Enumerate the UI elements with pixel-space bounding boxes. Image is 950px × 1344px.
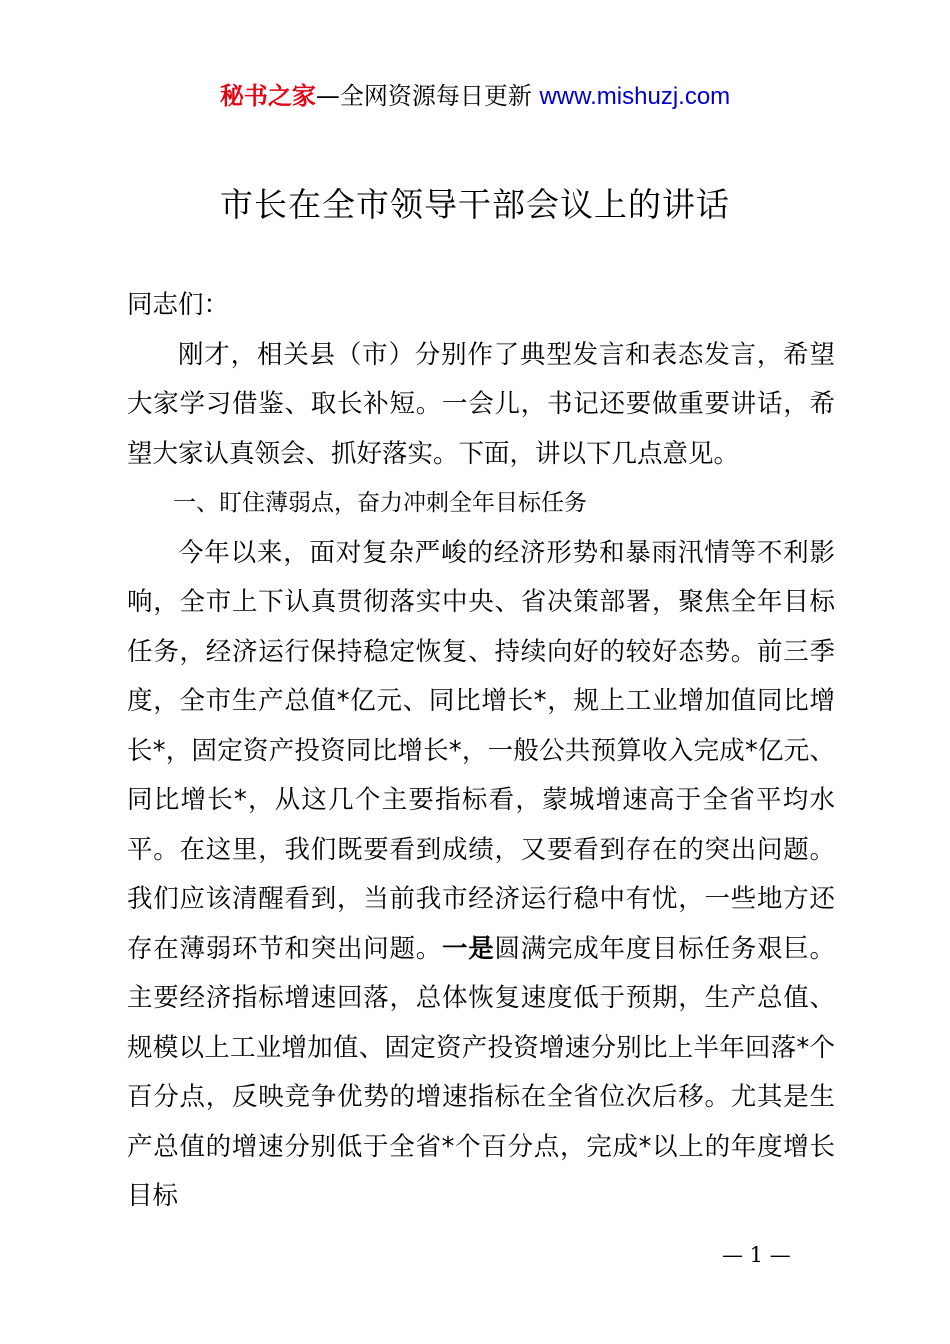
site-url-link[interactable]: www.mishuzj.com xyxy=(539,83,731,110)
document-title: 市长在全市领导干部会议上的讲话 xyxy=(220,185,730,224)
site-header xyxy=(0,78,950,115)
section-heading: 一、盯住薄弱点，奋力冲刺全年目标任务 xyxy=(173,490,587,516)
paragraph-text: 今年以来，面对复杂严峻的经济形势和暴雨汛情等不利影响，全市上下认真贯彻落实中央、省决策部署，聚焦全年目标任务，经济运行保持稳定恢复、持续向好的较好态势。前三季度，全市生产总值*亿元、同比增长*，规上工业增加值同比增长*，固定资产投资同比增长*，一般公共预算收入完成*亿元、同比增长*，从这几个主要指标看，蒙城增速高于全省平均水平。在这里，我们既要看到成绩，又要看到存在的突出问题。我们应该清醒看到，当前我市经济运行稳中有忧，一些地方还存在薄弱环节和突出问题。 xyxy=(127,537,835,964)
site-tagline: —全网资源每日更新 xyxy=(315,82,540,110)
point-label: 一是 xyxy=(441,933,495,964)
paragraph: 刚才，相关县（市）分别作了典型发言和表态发言，希望大家学习借鉴、取长补短。一会儿，书记还要做重要讲话，希望大家认真领会、抓好落实。下面，讲以下几点意见。 xyxy=(127,339,835,469)
salutation: 同志们： xyxy=(127,290,230,320)
page-number: — 1 — xyxy=(722,1243,791,1267)
document-body xyxy=(127,281,835,1222)
site-brand: 秘书之家 xyxy=(219,82,316,110)
paragraph xyxy=(127,529,835,1222)
paragraph-text: 圆满完成年度目标任务艰巨。主要经济指标增速回落，总体恢复速度低于预期，生产总值、规模以上工业增加值、固定资产投资增速分别比上半年回落*个百分点，反映竞争优势的增速指标在全省位次后移。尤其是生产总值的增速分别低于全省*个百分点，完成*以上的年度增长目标 xyxy=(127,933,835,1211)
